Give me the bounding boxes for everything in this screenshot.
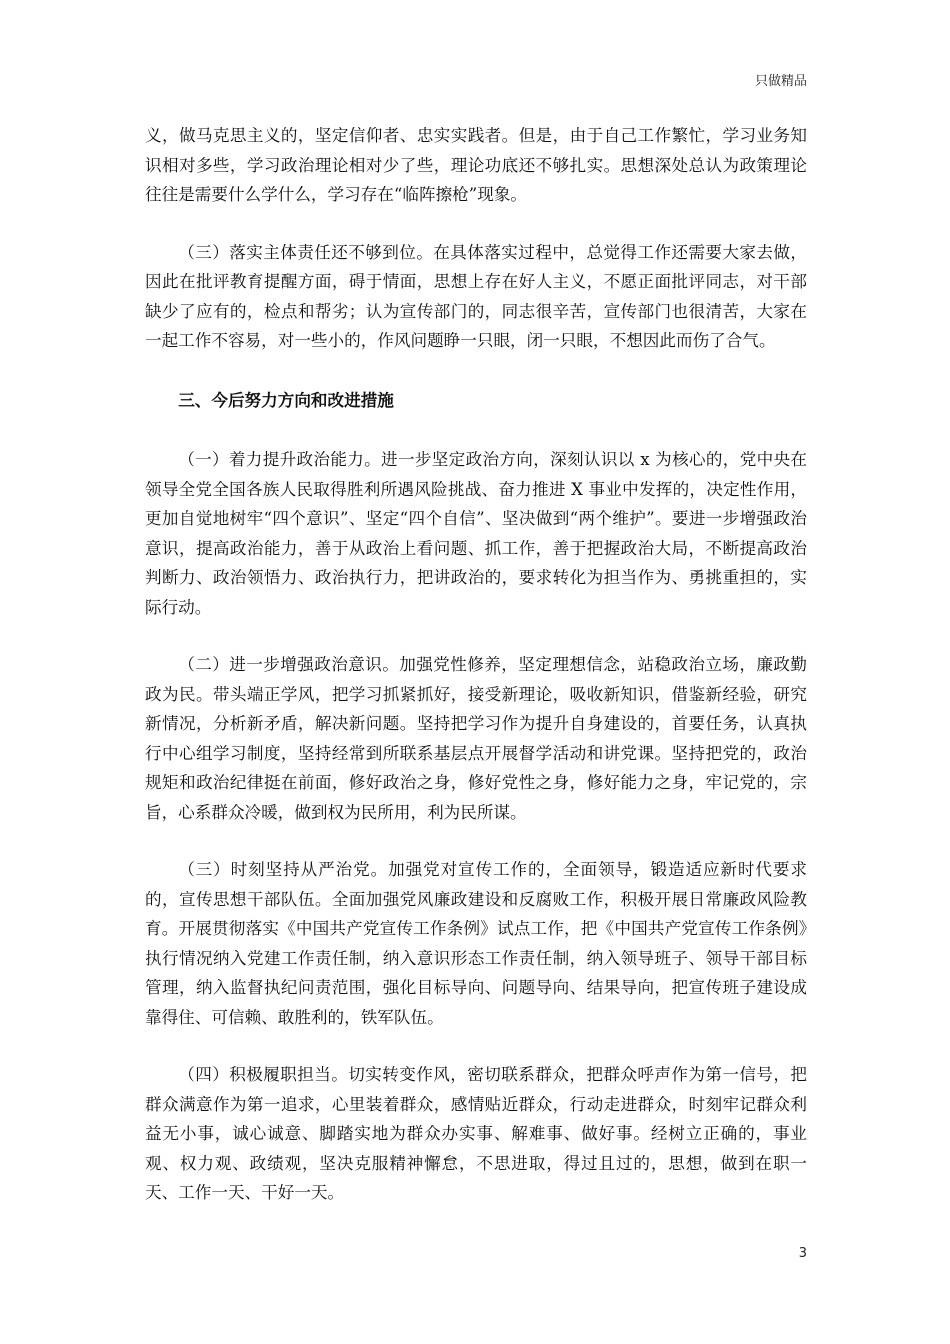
- paragraph-political-awareness: （二）进一步增强政治意识。加强党性修养，坚定理想信念，站稳政治立场，廉政勤政为民。带头端正学风，把学习抓紧抓好，接受新理论，吸收新知识，借鉴新经验，研究新情况，分析新矛盾，解决新问题。坚持把学习作为提升自身建设的，首要任务，认真执行中心组学习制度，坚持经常到所联系基层点开展督学活动和讲党课。坚持把党的，政治规矩和政治纪律挺在前面，修好政治之身，修好党性之身，修好能力之身，牢记党的，宗旨，心系群众冷暖，做到权为民所用，利为民所谋。: [145, 655, 807, 822]
- paragraph-responsibility: （三）落实主体责任还不够到位。在具体落实过程中，总觉得工作还需要大家去做，因此在批评教育提醒方面，碍于情面，思想上存在好人主义，不愿正面批评同志，对干部缺少了应有的，检点和帮劣；认为宣传部门的，同志很辛苦，宣传部门也很清苦，大家在一起工作不容易，对一些小的，作风问题睁一只眼，闭一只眼，不想因此而伤了合气。: [145, 242, 807, 350]
- section-heading: 三、今后努力方向和改进措施: [178, 389, 394, 410]
- paragraph-strict-governance: （三）时刻坚持从严治党。加强党对宣传工作的，全面领导，锻造适应新时代要求的，宣传思想干部队伍。全面加强党风廉政建设和反腐败工作，积极开展日常廉政风险教育。开展贯彻落实《中国共产党宣传工作条例》试点工作，把《中国共产党宣传工作条例》执行情况纳入党建工作责任制，纳入意识形态工作责任制，纳入领导班子、领导干部目标管理，纳入监督执纪问责范围，强化目标导向、问题导向、结果导向，把宣传班子建设成靠得住、可信赖、敢胜利的，铁军队伍。: [145, 860, 807, 1027]
- page-number: 3: [798, 1246, 807, 1261]
- header-note: 只做精品: [754, 74, 807, 89]
- paragraph-continuation: 义，做马克思主义的，坚定信仰者、忠实实践者。但是，由于自己工作繁忙，学习业务知识相对多些，学习政治理论相对少了些，理论功底还不够扎实。思想深处总认为政策理论往往是需要什么学什么，学习存在“临阵擦枪”现象。: [145, 126, 807, 204]
- paragraph-duty: （四）积极履职担当。切实转变作风，密切联系群众，把群众呼声作为第一信号，把群众满意作为第一追求，心里装着群众，感情贴近群众，行动走进群众，时刻牢记群众利益无小事，诚心诚意、脚踏实地为群众办实事、解难事、做好事。经树立正确的，事业观、权力观、政绩观，坚决克服精神懈怠，不思进取，得过且过的，思想，做到在职一天、工作一天、干好一天。: [145, 1065, 807, 1202]
- document-body: [145, 121, 807, 1208]
- paragraph-political-ability: （一）着力提升政治能力。进一步坚定政治方向，深刻认识以 x 为核心的，党中央在领导全党全国各族人民取得胜利所遇风险挑战、奋力推进 X 事业中发挥的，决定性作用，更加自觉地树牢“四个意识”、坚定“四个自信”、坚决做到“两个维护”。要进一步增强政治意识，提高政治能力，善于从政治上看问题、抓工作，善于把握政治大局，不断提高政治判断力、政治领悟力、政治执行力，把讲政治的，要求转化为担当作为、勇挑重担的，实际行动。: [145, 450, 807, 617]
